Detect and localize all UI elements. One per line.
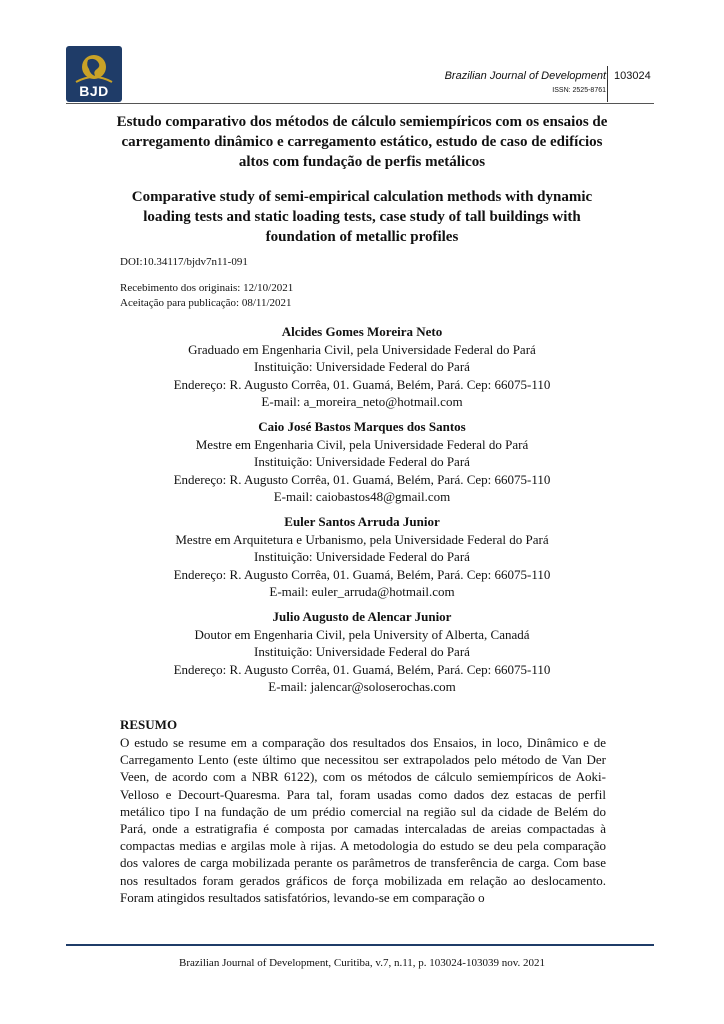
- author-name: Julio Augusto de Alencar Junior: [272, 609, 452, 624]
- page-number: 103024: [614, 70, 651, 82]
- received-date: Recebimento dos originais: 12/10/2021: [120, 282, 294, 294]
- abstract-heading: RESUMO: [120, 717, 178, 732]
- logo-text: BJD: [79, 83, 109, 99]
- accepted-date: Aceitação para publicação: 08/11/2021: [120, 297, 292, 309]
- author-institution: Instituição: Universidade Federal do Pará: [254, 359, 470, 374]
- author-block: [110, 513, 614, 601]
- author-degree: Mestre em Arquitetura e Urbanismo, pela Universidade Federal do Pará: [175, 531, 549, 547]
- author-address: Endereço: R. Augusto Corrêa, 01. Guamá, Belém, Pará. Cep: 66075-110: [173, 471, 551, 487]
- footer-rule: [66, 944, 654, 946]
- author-name: Caio José Bastos Marques dos Santos: [258, 419, 466, 434]
- author-block: [110, 608, 614, 696]
- author-institution: Instituição: Universidade Federal do Pará: [254, 549, 470, 564]
- journal-issn: ISSN: 2525-8761: [552, 87, 606, 94]
- author-name: Euler Santos Arruda Junior: [284, 514, 440, 529]
- title-english: Comparative study of semi-empirical calculation methods with dynamic loading tests and static loading tests, case study of tall buildings with foundation of metallic profiles: [131, 189, 593, 245]
- author-address: Endereço: R. Augusto Corrêa, 01. Guamá, Belém, Pará. Cep: 66075-110: [173, 376, 551, 392]
- author-name: Alcides Gomes Moreira Neto: [281, 324, 443, 339]
- author-block: [110, 418, 614, 506]
- page-footer: Brazilian Journal of Development, Curitiba, v.7, n.11, p. 103024-103039 nov. 2021: [179, 957, 545, 969]
- author-email: E-mail: a_moreira_neto@hotmail.com: [261, 394, 463, 409]
- title-portuguese: Estudo comparativo dos métodos de cálculo semiempíricos com os ensaios de carregamento dinâmico e carregamento estático, estudo de caso de edifícios altos com fundação de perfis metálicos: [116, 114, 608, 170]
- author-email: E-mail: euler_arruda@hotmail.com: [269, 584, 455, 599]
- submission-dates: [120, 281, 293, 311]
- author-institution: Instituição: Universidade Federal do Pará: [254, 644, 470, 659]
- author-address: Endereço: R. Augusto Corrêa, 01. Guamá, Belém, Pará. Cep: 66075-110: [173, 661, 551, 677]
- header-rule: [66, 103, 654, 104]
- doi: DOI:10.34117/bjdv7n11-091: [120, 256, 248, 268]
- author-email: E-mail: jalencar@soloserochas.com: [268, 679, 456, 694]
- author-block: [110, 323, 614, 411]
- journal-name: Brazilian Journal of Development: [444, 70, 606, 82]
- author-degree: Graduado em Engenharia Civil, pela Universidade Federal do Pará: [188, 341, 536, 357]
- author-degree: Doutor em Engenharia Civil, pela University of Alberta, Canadá: [194, 626, 530, 642]
- journal-logo: [66, 46, 122, 102]
- author-institution: Instituição: Universidade Federal do Pará: [254, 454, 470, 469]
- author-degree: Mestre em Engenharia Civil, pela Universidade Federal do Pará: [195, 436, 529, 452]
- header-divider: [607, 66, 608, 102]
- abstract-text: O estudo se resume em a comparação dos resultados dos Ensaios, in loco, Dinâmico e de Carregamento Lento (este último que necessitou ser extrapolados pelo método de Van Der Veen, de acordo com a NBR 6122), com os métodos de cálculo semiempíricos de Aoki-Velloso e Decourt-Quaresma. Para tal, foram usadas como dados dez estacas de perfil metálico tipo I na fundação de um prédio comercial na região sul da cidade de Belém do Pará, onde a estratigrafia é composta por camadas intercaladas de areias compactadas à compactas medias e argilas mole à rijas. A metodologia do estudo se deu pela comparação dos valores de carga mobilizada perante os parâmetros de transferência de carga. Com base nos resultados foram gerados gráficos de força mobilizada em relação ao deslocamento. Foram atingidos resultados satisfatórios, levando-se em comparação o: [120, 735, 606, 905]
- author-email: E-mail: caiobastos48@gmail.com: [273, 489, 451, 504]
- author-address: Endereço: R. Augusto Corrêa, 01. Guamá, Belém, Pará. Cep: 66075-110: [173, 566, 551, 582]
